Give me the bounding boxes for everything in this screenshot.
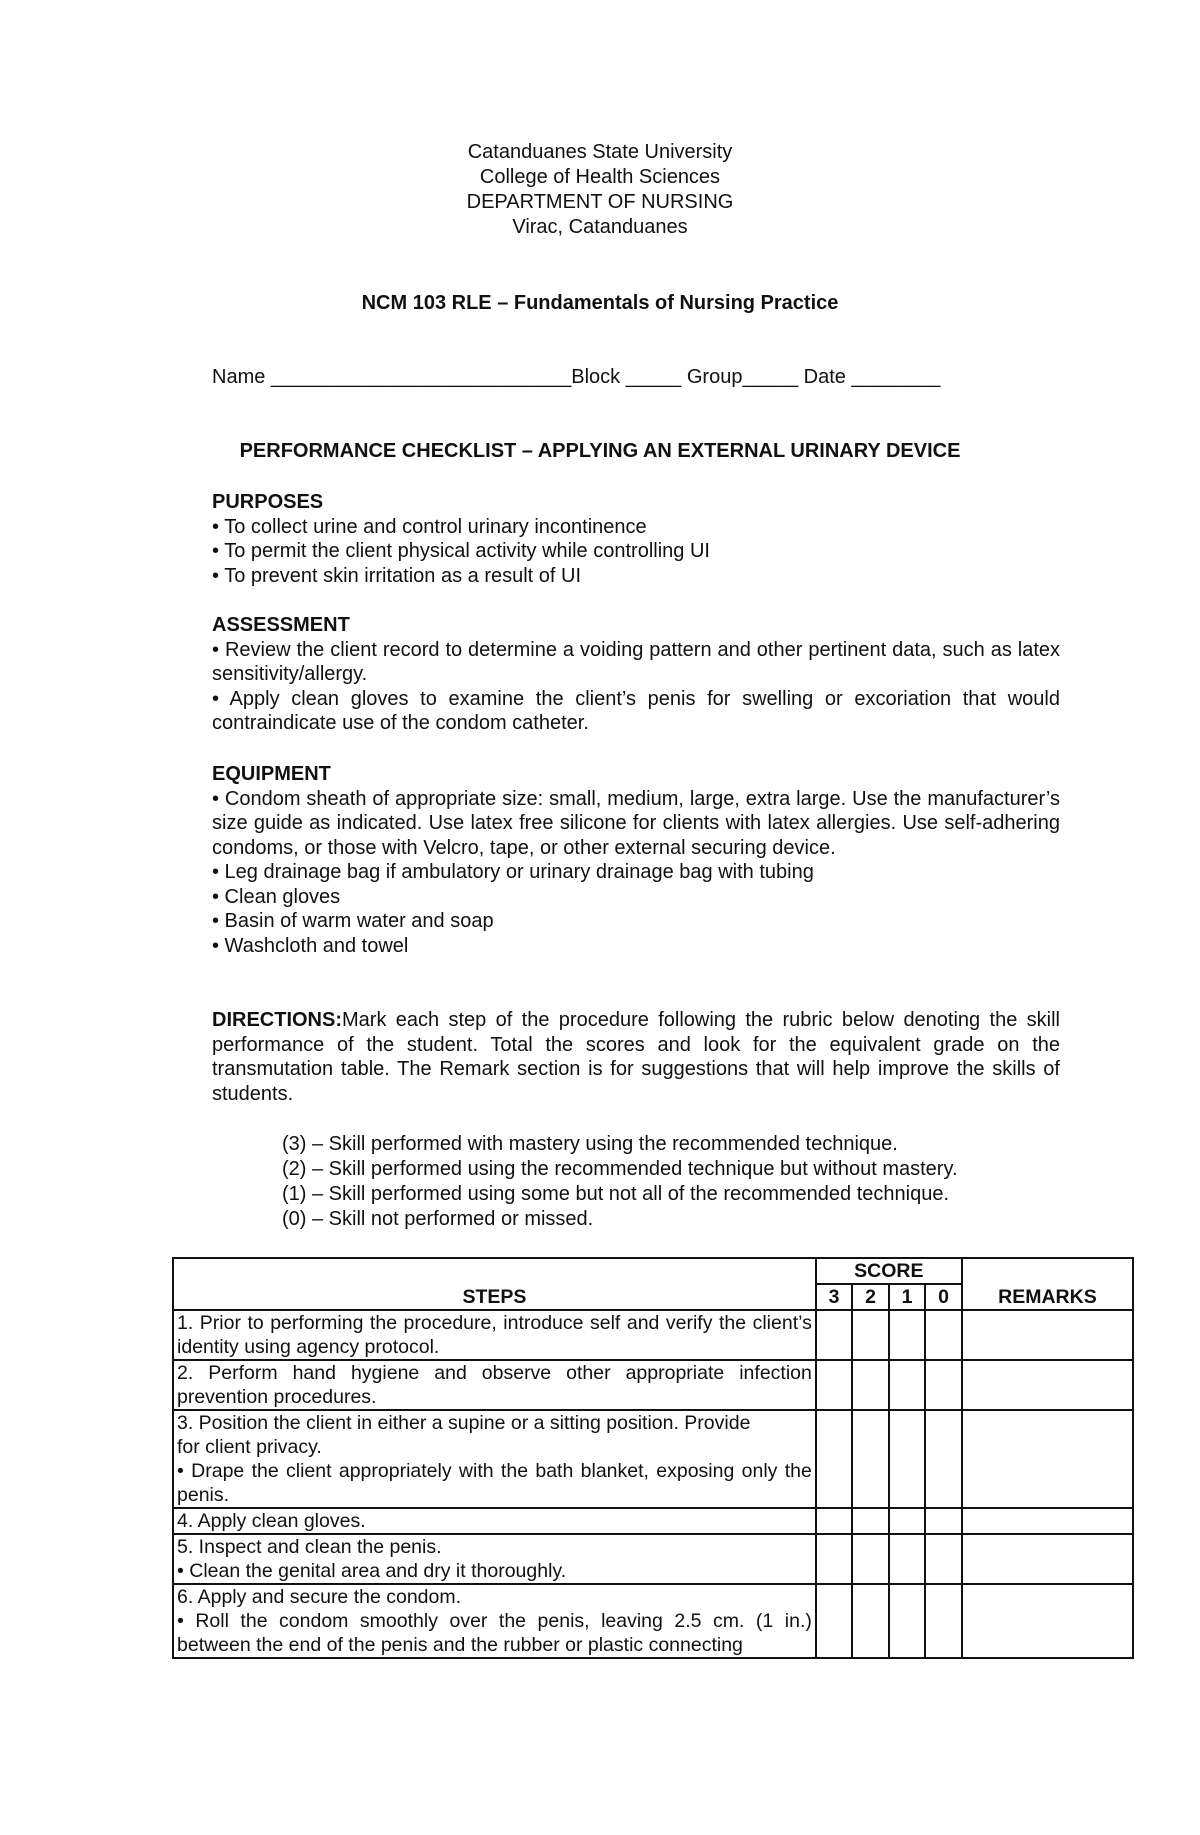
directions-text: Mark each step of the procedure following the rubric below denoting the skill performance of the student. Total the scores and look for the equivalent grade on the transmutation table. The Remark section is for suggestions that will help improve the skills of students. [212, 1009, 1060, 1105]
score-cell[interactable] [889, 1410, 926, 1508]
score-cell[interactable] [816, 1584, 853, 1658]
table-row [173, 1410, 1133, 1508]
remarks-cell[interactable] [962, 1584, 1133, 1658]
assessment-heading: ASSESSMENT [212, 614, 350, 636]
rubric-item: (1) – Skill performed using some but not all of the recommended technique. [282, 1183, 950, 1205]
equipment-item: • Washcloth and towel [212, 934, 409, 957]
purpose-item: • To permit the client physical activity while controlling UI [212, 540, 710, 562]
directions-section [212, 1008, 1060, 1106]
remarks-cell[interactable] [962, 1360, 1133, 1410]
score-cell[interactable] [852, 1410, 889, 1508]
rubric-item: (2) – Skill performed using the recommended technique but without mastery. [282, 1158, 958, 1180]
checklist-title: PERFORMANCE CHECKLIST – APPLYING AN EXTERNAL URINARY DEVICE [239, 440, 961, 462]
table-row [173, 1310, 1133, 1360]
college-name: College of Health Sciences [479, 166, 721, 188]
equipment-section [212, 762, 1060, 958]
department-name: DEPARTMENT OF NURSING [466, 191, 734, 213]
step-cell: 4. Apply clean gloves. [173, 1508, 816, 1534]
score-cell[interactable] [852, 1310, 889, 1360]
purposes-section [212, 490, 1060, 588]
directions-label: DIRECTIONS: [212, 1009, 342, 1031]
purpose-item: • To collect urine and control urinary incontinence [212, 515, 647, 538]
score-cell[interactable] [925, 1508, 962, 1534]
equipment-item: • Leg drainage bag if ambulatory or urinary drainage bag with tubing [212, 861, 814, 883]
remarks-cell[interactable] [962, 1310, 1133, 1360]
score-header: SCORE [816, 1258, 962, 1284]
equipment-item: • Condom sheath of appropriate size: small, medium, large, extra large. Use the manufacturer’s size guide as indicated. Use latex free silicone for clients with latex allergies. Use self-adhering condoms, or those with Velcro, tape, or other external securing device. [212, 787, 1060, 859]
score-cell[interactable] [816, 1508, 853, 1534]
equipment-item: • Clean gloves [212, 885, 341, 908]
step-cell: 6. Apply and secure the condom. • Roll the condom smoothly over the penis, leaving 2.5 cm. (1 in.) between the end of the penis and the rubber or plastic connecting [173, 1584, 816, 1658]
steps-header: STEPS [173, 1258, 816, 1310]
score-cell[interactable] [852, 1508, 889, 1534]
score-cell[interactable] [889, 1584, 926, 1658]
score-cell[interactable] [925, 1410, 962, 1508]
score-cell[interactable] [889, 1534, 926, 1584]
score-cell[interactable] [852, 1534, 889, 1584]
score-cell[interactable] [925, 1584, 962, 1658]
location: Virac, Catanduanes [512, 216, 688, 238]
score-cell[interactable] [852, 1360, 889, 1410]
score-cell[interactable] [925, 1360, 962, 1410]
table-row [173, 1360, 1133, 1410]
remarks-header: REMARKS [962, 1258, 1133, 1310]
score-cell[interactable] [925, 1310, 962, 1360]
equipment-item: • Basin of warm water and soap [212, 910, 494, 932]
assessment-item: • Review the client record to determine a voiding pattern and other pertinent data, such as latex sensitivity/allergy. [212, 638, 1060, 685]
step-cell: 3. Position the client in either a supine or a sitting position. Provide for client privacy. • Drape the client appropriately with the bath blanket, exposing only the penis. [173, 1410, 816, 1508]
score-cell[interactable] [889, 1360, 926, 1410]
table-row [173, 1534, 1133, 1584]
score-cell[interactable] [816, 1410, 853, 1508]
university-name: Catanduanes State University [467, 141, 733, 163]
score-cell[interactable] [889, 1508, 926, 1534]
score-cell[interactable] [852, 1584, 889, 1658]
purpose-item: • To prevent skin irritation as a result of UI [212, 564, 582, 587]
course-title: NCM 103 RLE – Fundamentals of Nursing Practice [361, 292, 839, 314]
rubric-item: (3) – Skill performed with mastery using the recommended technique. [282, 1133, 898, 1155]
score-cell[interactable] [816, 1360, 853, 1410]
score-value-3: 3 [816, 1284, 853, 1310]
remarks-cell[interactable] [962, 1508, 1133, 1534]
step-cell: 1. Prior to performing the procedure, introduce self and verify the client’s identity using agency protocol. [173, 1310, 816, 1360]
score-cell[interactable] [925, 1534, 962, 1584]
step-cell: 5. Inspect and clean the penis. • Clean the genital area and dry it thoroughly. [173, 1534, 816, 1584]
institution-header [0, 140, 1200, 240]
equipment-heading: EQUIPMENT [212, 763, 331, 785]
table-header-row [173, 1258, 1133, 1284]
score-cell[interactable] [816, 1310, 853, 1360]
remarks-cell[interactable] [962, 1534, 1133, 1584]
table-row [173, 1584, 1133, 1658]
steps-table [172, 1257, 1134, 1659]
rubric-item: (0) – Skill not performed or missed. [282, 1208, 594, 1230]
scoring-rubric [282, 1132, 958, 1232]
step-cell: 2. Perform hand hygiene and observe other appropriate infection prevention procedures. [173, 1360, 816, 1410]
score-cell[interactable] [889, 1310, 926, 1360]
table-row [173, 1508, 1133, 1534]
score-value-2: 2 [852, 1284, 889, 1310]
student-info-line: Name ___________________________Block _____ Group_____ Date ________ [212, 366, 941, 388]
score-value-0: 0 [925, 1284, 962, 1310]
assessment-section [212, 613, 1060, 736]
score-value-1: 1 [889, 1284, 926, 1310]
assessment-item: • Apply clean gloves to examine the client’s penis for swelling or excoriation that would contraindicate use of the condom catheter. [212, 687, 1060, 734]
purposes-heading: PURPOSES [212, 491, 324, 513]
remarks-cell[interactable] [962, 1410, 1133, 1508]
score-cell[interactable] [816, 1534, 853, 1584]
